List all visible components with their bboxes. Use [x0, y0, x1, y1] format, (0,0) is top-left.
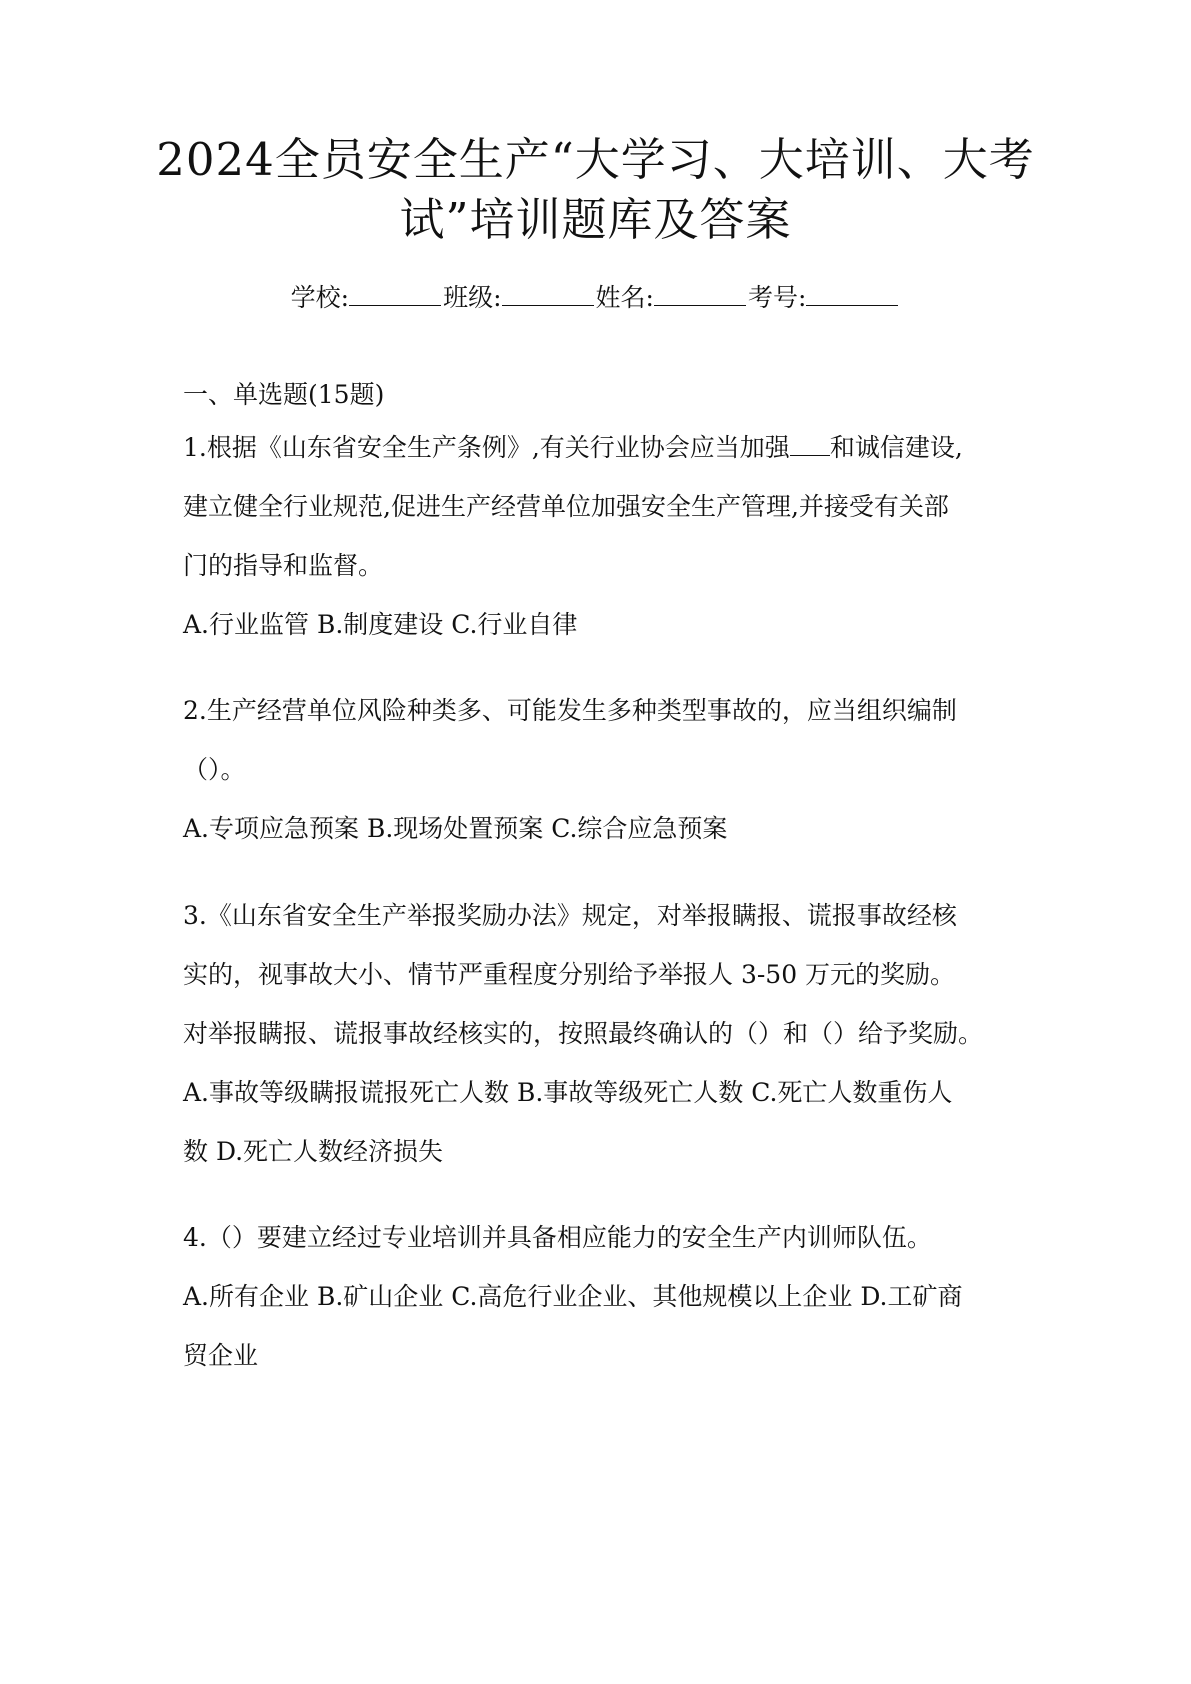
question-2-line-1: 2.生产经营单位风险种类多、可能发生多种类型事故的，应当组织编制 [183, 696, 957, 725]
question-2-options: A.专项应急预案 B.现场处置预案 C.综合应急预案 [183, 814, 728, 843]
name-blank[interactable] [654, 281, 746, 306]
school-blank[interactable] [349, 281, 441, 306]
question-1-text-part-2: 和诚信建设, [829, 433, 963, 462]
exam-number-field[interactable] [748, 278, 900, 318]
section-heading: 一、单选题(15题) [183, 380, 385, 409]
question-1-options: A.行业监管 B.制度建设 C.行业自律 [183, 610, 578, 639]
question-1-text-part-1: 1.根据《山东省安全生产条例》,有关行业协会应当加强 [183, 433, 790, 462]
question-1-line-1 [183, 428, 1013, 468]
exam-number-label: 考号: [747, 283, 807, 312]
document-title-line-2: 试”培训题库及答案 [399, 193, 792, 246]
question-4-options-line-1: A.所有企业 B.矿山企业 C.高危行业企业、其他规模以上企业 D.工矿商 [183, 1282, 963, 1311]
question-3-line-2: 实的，视事故大小、情节严重程度分别给予举报人 3-50 万元的奖励。 [183, 960, 956, 989]
document-title-line-1: 2024全员安全生产“大学习、大培训、大考 [156, 133, 1035, 186]
exam-number-blank[interactable] [806, 281, 898, 306]
class-label: 班级: [443, 283, 502, 312]
question-3-line-3: 对举报瞒报、谎报事故经核实的，按照最终确认的（）和（）给予奖励。 [183, 1019, 984, 1048]
class-blank[interactable] [502, 281, 594, 306]
question-1-line-2: 建立健全行业规范,促进生产经营单位加强安全生产管理,并接受有关部 [183, 492, 949, 521]
name-field[interactable] [596, 278, 748, 318]
question-3-line-1: 3.《山东省安全生产举报奖励办法》规定，对举报瞒报、谎报事故经核 [183, 901, 957, 930]
school-field[interactable] [291, 278, 443, 318]
question-3-options-line-2: 数 D.死亡人数经济损失 [183, 1137, 444, 1166]
question-4-options-line-2: 贸企业 [183, 1341, 259, 1370]
question-3-options-line-1: A.事故等级瞒报谎报死亡人数 B.事故等级死亡人数 C.死亡人数重伤人 [183, 1078, 953, 1107]
name-label: 姓名: [595, 283, 654, 312]
question-2-line-2: （）。 [183, 755, 246, 784]
question-1-blank [790, 433, 830, 456]
class-field[interactable] [443, 278, 595, 318]
school-label: 学校: [290, 283, 350, 312]
student-info-line [150, 278, 1041, 318]
question-4-line-1: 4.（）要建立经过专业培训并具备相应能力的安全生产内训师队伍。 [183, 1223, 932, 1252]
question-1-line-3: 门的指导和监督。 [183, 551, 384, 580]
